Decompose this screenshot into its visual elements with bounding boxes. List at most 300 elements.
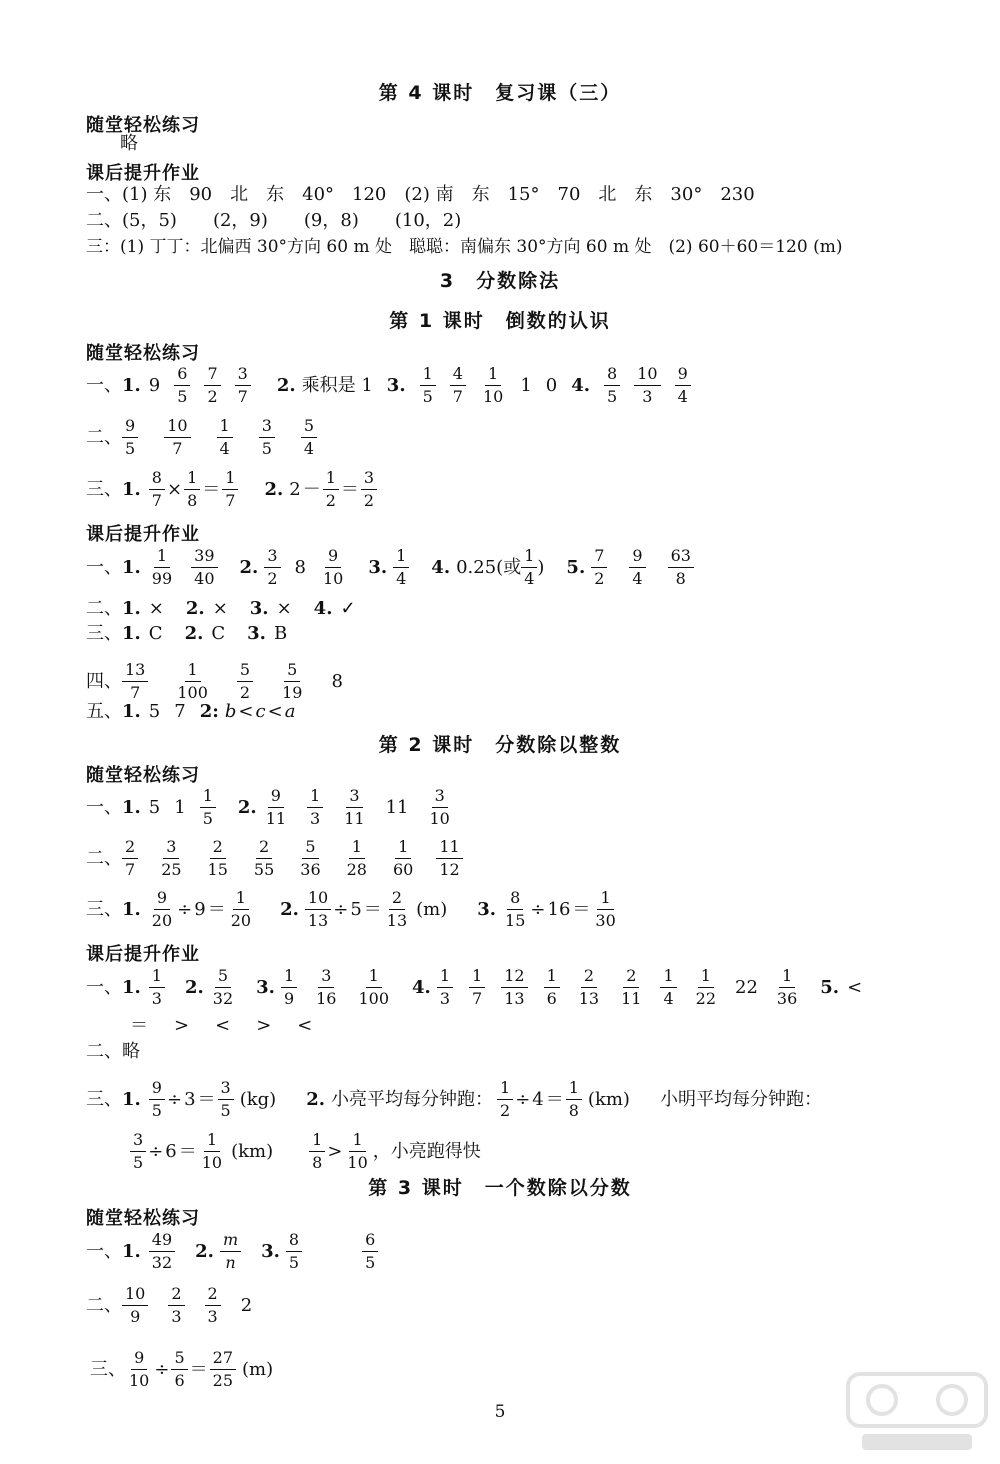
numerator: 1 — [437, 966, 453, 988]
q-num: 2. — [276, 374, 296, 396]
question-label: 二、 — [86, 426, 122, 448]
numerator: 7 — [204, 364, 220, 386]
numerator: 1 — [349, 837, 365, 859]
fraction — [149, 888, 175, 931]
answer-line — [86, 183, 970, 207]
numerator: 10 — [305, 888, 331, 910]
question-label: 三、 — [86, 898, 122, 920]
answer-text: 小明平均每分钟跑： — [659, 1088, 822, 1110]
fraction — [393, 546, 409, 589]
numerator: 3 — [432, 786, 448, 808]
fraction — [205, 837, 231, 880]
denominator: 10 — [201, 1153, 223, 1172]
numerator: 3 — [163, 837, 179, 859]
numerator: 4 — [450, 364, 466, 386]
fraction — [301, 416, 317, 459]
operator: ÷ — [154, 1358, 170, 1380]
q-num: 3. — [261, 1240, 280, 1262]
numerator: 1 — [204, 1130, 220, 1152]
answer-value: 8 — [331, 670, 343, 692]
operator: ＝ — [197, 1088, 216, 1110]
numerator: 8 — [149, 468, 165, 490]
numerator: 1 — [395, 837, 411, 859]
operator: ÷ — [530, 898, 546, 920]
q-num: 3. — [477, 898, 497, 920]
lesson-heading-2: 第 2 课时 分数除以整数 — [378, 734, 622, 756]
denominator: 16 — [316, 989, 337, 1008]
answer-value: 5 — [148, 701, 161, 722]
unit: (m) — [416, 898, 448, 920]
q-num: 2. — [239, 556, 259, 578]
fraction — [544, 966, 560, 1009]
numerator: 9 — [268, 786, 284, 808]
numerator: 3 — [259, 416, 275, 438]
q-num: 1. — [122, 898, 141, 920]
numerator: 2 — [389, 888, 405, 910]
fraction — [384, 888, 410, 931]
denominator: 12 — [439, 860, 460, 879]
numerator: 27 — [210, 1348, 236, 1370]
answer-text: 二、略 — [86, 1041, 140, 1062]
numerator: 5 — [215, 966, 231, 988]
numerator: 9 — [122, 416, 138, 438]
numerator: 1 — [660, 966, 676, 988]
fraction — [205, 1284, 221, 1327]
fraction — [480, 364, 506, 407]
numerator: 2 — [581, 966, 597, 988]
section-homework: 课后提升作业 — [86, 524, 200, 545]
denominator: 10 — [429, 809, 450, 828]
unit-heading: 3 分数除法 — [439, 270, 561, 292]
question-label: 三、 — [86, 478, 122, 500]
denominator: 36 — [776, 989, 798, 1008]
operator: < — [297, 1015, 313, 1036]
answer-line — [130, 1014, 970, 1038]
answer-line — [86, 546, 970, 589]
q-num: 2. — [280, 898, 299, 920]
answer-value: × — [276, 598, 292, 619]
numerator: 7 — [591, 546, 607, 568]
q-num: 1. — [122, 478, 141, 500]
fraction — [122, 416, 138, 459]
q-num: 2. — [264, 478, 284, 500]
q-num: 5. — [820, 976, 840, 998]
answer-line — [86, 364, 970, 407]
numerator: 1 — [307, 786, 323, 808]
operator: ÷ — [333, 898, 349, 920]
denominator: 5 — [261, 439, 272, 458]
denominator: 4 — [524, 569, 535, 588]
answer-value: 2 — [240, 1294, 253, 1316]
fraction — [774, 966, 800, 1009]
fraction — [237, 660, 253, 703]
denominator: 8 — [675, 569, 686, 588]
denominator: 2 — [363, 491, 375, 510]
numerator: 10 — [634, 364, 660, 386]
fraction — [279, 660, 305, 703]
numerator: 1 — [597, 888, 613, 910]
denominator: 99 — [151, 569, 173, 588]
fraction — [634, 364, 660, 407]
answer-line — [86, 966, 970, 1009]
fraction — [497, 1078, 513, 1121]
numerator: 1 — [420, 364, 436, 386]
fraction — [420, 364, 436, 407]
answer-text: 略 — [120, 133, 138, 154]
answer-value: b — [224, 701, 237, 722]
operator: < — [238, 701, 254, 722]
denominator: 7 — [130, 683, 141, 702]
q-num: 2. — [184, 623, 204, 644]
fraction — [576, 966, 602, 1009]
numerator: 2 — [623, 966, 639, 988]
numerator: 2 — [122, 837, 138, 859]
numerator: 1 — [233, 888, 249, 910]
fraction — [307, 786, 323, 829]
fraction — [361, 468, 377, 511]
answer-text: ，小亮跑得快 — [372, 1140, 481, 1162]
answer-line — [120, 132, 970, 156]
unit: (kg) — [239, 1088, 277, 1110]
denominator: 8 — [187, 491, 198, 510]
denominator: 2 — [594, 569, 605, 588]
fraction — [164, 416, 190, 459]
fraction — [222, 468, 238, 511]
fraction — [521, 546, 537, 589]
question-label: 二、 — [86, 598, 122, 619]
numerator: 11 — [436, 837, 462, 859]
fraction — [228, 888, 254, 931]
denominator: 10 — [129, 1371, 150, 1390]
numerator: 3 — [235, 364, 251, 386]
q-num: 5. — [566, 556, 586, 578]
denominator: 5 — [177, 387, 188, 406]
denominator: 3 — [207, 1307, 218, 1326]
answer-value: 乘积是 1 — [301, 374, 373, 396]
operator: × — [166, 478, 183, 500]
denominator: 5 — [151, 1101, 162, 1120]
numerator: 3 — [361, 468, 377, 490]
answer-value: 9 — [194, 898, 206, 920]
operator: ÷ — [148, 1140, 164, 1162]
question-label: 一、 — [86, 796, 122, 818]
question-label: 一、 — [86, 1240, 122, 1262]
numerator: 6 — [174, 364, 190, 386]
denominator: 25 — [212, 1371, 233, 1390]
fraction — [313, 966, 339, 1009]
numerator: 1 — [544, 966, 560, 988]
answer-line — [86, 416, 970, 459]
operator: － — [302, 478, 321, 500]
fraction — [323, 468, 339, 511]
q-num: 2: — [199, 701, 219, 722]
denominator: 4 — [303, 439, 315, 458]
answer-line — [86, 1078, 970, 1121]
fraction — [281, 966, 297, 1009]
numerator: 3 — [346, 786, 362, 808]
fraction — [591, 546, 607, 589]
denominator: 5 — [607, 387, 618, 406]
fraction — [174, 364, 190, 407]
numerator: 2 — [256, 837, 272, 859]
fraction — [362, 1230, 378, 1273]
numerator: 5 — [301, 416, 317, 438]
numerator: 1 — [323, 468, 339, 490]
denominator: 8 — [568, 1101, 579, 1120]
denominator: 7 — [452, 387, 463, 406]
fraction — [604, 364, 620, 407]
answer-value: 1 — [520, 374, 532, 396]
q-num: 1. — [122, 556, 141, 578]
numerator: 10 — [122, 1284, 148, 1306]
denominator: 13 — [386, 911, 408, 930]
unit: (m) — [242, 1358, 274, 1380]
answer-value: 9 — [148, 374, 161, 396]
numerator: 9 — [154, 888, 170, 910]
operator: ＝ — [178, 1140, 197, 1162]
q-num: 3. — [386, 374, 406, 396]
q-num: 4. — [571, 374, 591, 396]
operator: < — [215, 1015, 231, 1036]
denominator: 28 — [346, 860, 367, 879]
numerator: 9 — [675, 364, 691, 386]
fraction — [149, 546, 175, 589]
operator: ＝ — [207, 898, 226, 920]
fraction — [660, 966, 676, 1009]
numerator: 13 — [122, 660, 148, 682]
numerator: 9 — [149, 1078, 165, 1100]
numerator: 5 — [171, 1348, 187, 1370]
numerator: 1 — [521, 546, 537, 568]
operator: ÷ — [166, 1088, 183, 1110]
question-label: 一、 — [86, 976, 122, 998]
fraction — [122, 660, 148, 703]
answer-line — [130, 1130, 970, 1173]
fraction — [592, 888, 618, 931]
fraction — [297, 837, 323, 880]
denominator: 9 — [283, 989, 295, 1008]
numerator: 1 — [200, 786, 216, 808]
numerator: 63 — [668, 546, 694, 568]
numerator: 8 — [604, 364, 620, 386]
operator: ＝ — [363, 898, 382, 920]
answer-value: C — [211, 623, 226, 644]
answer-value: 0 — [545, 374, 558, 396]
numerator: 1 — [497, 1078, 513, 1100]
denominator: 22 — [695, 989, 717, 1008]
numerator: 9 — [629, 546, 645, 568]
denominator: 5 — [365, 1253, 376, 1272]
q-num: 2. — [184, 976, 204, 998]
denominator: 4 — [396, 569, 407, 588]
fraction — [390, 837, 416, 880]
lesson-heading-1: 第 1 课时 倒数的认识 — [389, 310, 611, 332]
operator: ＝ — [572, 898, 591, 920]
denominator: 20 — [151, 911, 173, 930]
numerator: 5 — [237, 660, 253, 682]
numerator: 1 — [184, 468, 200, 490]
answer-value: 2 — [289, 478, 301, 500]
question-label: 五、 — [86, 701, 122, 722]
denominator: 60 — [392, 860, 414, 879]
q-num: 1. — [122, 623, 141, 644]
numerator: 12 — [501, 966, 527, 988]
fraction — [668, 546, 694, 589]
q-num: 4. — [431, 556, 451, 578]
q-num: 3. — [368, 556, 388, 578]
unit: (km) — [587, 1088, 630, 1110]
answer-line — [86, 235, 970, 259]
answer-value: 3 — [184, 1088, 196, 1110]
answer-text: 一、(1) 东 90 北 东 40° 120 (2) 南 东 15° 70 北 东 30° 230 — [86, 184, 755, 205]
denominator: 9 — [130, 1307, 141, 1326]
denominator: 10 — [322, 569, 344, 588]
fraction — [158, 837, 184, 880]
fraction — [675, 364, 691, 407]
q-num: 1. — [122, 796, 141, 818]
numerator: 1 — [309, 1130, 325, 1152]
answer-value: × — [212, 598, 228, 619]
fraction — [126, 1348, 152, 1391]
fraction — [168, 1284, 184, 1327]
fraction — [450, 364, 466, 407]
q-num: 1. — [122, 1088, 141, 1110]
denominator: 3 — [171, 1307, 182, 1326]
fraction — [566, 1078, 582, 1121]
unit: (km) — [231, 1140, 274, 1162]
numerator: 1 — [217, 416, 233, 438]
numerator: 3 — [264, 546, 280, 568]
fraction — [259, 416, 275, 459]
denominator: 6 — [546, 989, 557, 1008]
numerator: 1 — [698, 966, 714, 988]
fraction — [305, 888, 331, 931]
denominator: 2 — [500, 1101, 511, 1120]
numerator: 49 — [149, 1230, 175, 1252]
denominator: 2 — [207, 387, 218, 406]
operator: ＝ — [130, 1015, 148, 1036]
numerator: 1 — [222, 468, 238, 490]
page-number: 5 — [494, 1402, 506, 1422]
answer-line — [86, 209, 970, 233]
denominator: 7 — [225, 491, 236, 510]
operator: ÷ — [515, 1088, 531, 1110]
answer-value: (或 — [496, 556, 522, 578]
fraction — [174, 660, 211, 703]
fraction — [629, 546, 645, 589]
denominator: 55 — [253, 860, 275, 879]
fraction — [149, 468, 165, 511]
operator: ÷ — [177, 898, 193, 920]
q-num: 2. — [195, 1240, 214, 1262]
numerator: 3 — [130, 1130, 146, 1152]
numerator: 1 — [185, 660, 201, 682]
answer-line — [86, 660, 970, 703]
denominator: 5 — [125, 439, 136, 458]
denominator: 3 — [310, 809, 321, 828]
denominator: 40 — [194, 569, 215, 588]
denominator: 30 — [595, 911, 616, 930]
question-label: 三、 — [86, 1088, 122, 1110]
answer-line — [86, 1284, 970, 1327]
denominator: 8 — [312, 1153, 323, 1172]
denominator: 32 — [212, 989, 234, 1008]
numerator: 3 — [218, 1078, 234, 1100]
fraction — [286, 1230, 302, 1273]
answer-value: 6 — [165, 1140, 177, 1162]
numerator: 1 — [281, 966, 297, 988]
numerator: 1 — [779, 966, 795, 988]
answer-line — [86, 1040, 970, 1064]
fraction — [184, 468, 200, 511]
fraction — [149, 1078, 165, 1121]
numerator: 3 — [318, 966, 334, 988]
denominator: 100 — [358, 989, 390, 1008]
question-label: 三、 — [86, 623, 122, 644]
fraction — [130, 1130, 146, 1173]
question-label: 二、 — [86, 1294, 122, 1316]
numerator: 1 — [566, 1078, 582, 1100]
answer-value: × — [148, 598, 164, 619]
fraction — [122, 837, 138, 880]
fraction — [235, 364, 251, 407]
numerator: 5 — [284, 660, 300, 682]
denominator: 3 — [151, 989, 162, 1008]
answer-value: 11 — [385, 796, 409, 818]
denominator: 4 — [632, 569, 643, 588]
q-num: 1. — [122, 598, 141, 619]
denominator: n — [225, 1253, 236, 1272]
fraction — [210, 966, 236, 1009]
lesson-heading-3: 第 3 课时 一个数除以分数 — [368, 1177, 632, 1199]
answer-value: c — [255, 701, 266, 722]
fraction — [210, 1348, 236, 1391]
denominator: 5 — [202, 809, 213, 828]
numerator: 39 — [191, 546, 217, 568]
answer-line — [90, 1348, 970, 1391]
answer-line — [86, 837, 970, 880]
denominator: 7 — [151, 491, 162, 510]
operator: > — [256, 1015, 272, 1036]
denominator: 19 — [282, 683, 303, 702]
watermark-logo — [842, 1368, 992, 1460]
answer-text: 小亮平均每分钟跑： — [331, 1088, 493, 1110]
fraction — [149, 966, 165, 1009]
denominator: 5 — [288, 1253, 300, 1272]
numerator: 9 — [131, 1348, 147, 1370]
numerator: 1 — [485, 364, 501, 386]
section-homework: 课后提升作业 — [86, 944, 200, 965]
denominator: 100 — [177, 683, 208, 702]
fraction — [437, 966, 453, 1009]
question-label: 一、 — [86, 374, 122, 396]
fraction — [427, 786, 453, 829]
fraction — [191, 546, 217, 589]
answer-value: B — [273, 623, 288, 644]
numerator: 1 — [393, 546, 409, 568]
lesson-heading-review-3: 第 4 课时 复习课（三） — [378, 82, 622, 104]
answer-value: 22 — [735, 976, 758, 998]
answer-text: 三：(1) 丁丁：北偏西 30°方向 60 m 处 聪聪：南偏东 30°方向 60 m 处 (2) 60＋60＝120 (m) — [86, 237, 843, 257]
fraction — [344, 837, 370, 880]
answer-line — [86, 1230, 970, 1273]
denominator: 7 — [172, 439, 183, 458]
operator: < — [267, 701, 283, 722]
answer-line — [86, 622, 970, 646]
fraction — [264, 546, 280, 589]
question-label: 二、 — [86, 847, 122, 869]
fraction — [502, 888, 528, 931]
